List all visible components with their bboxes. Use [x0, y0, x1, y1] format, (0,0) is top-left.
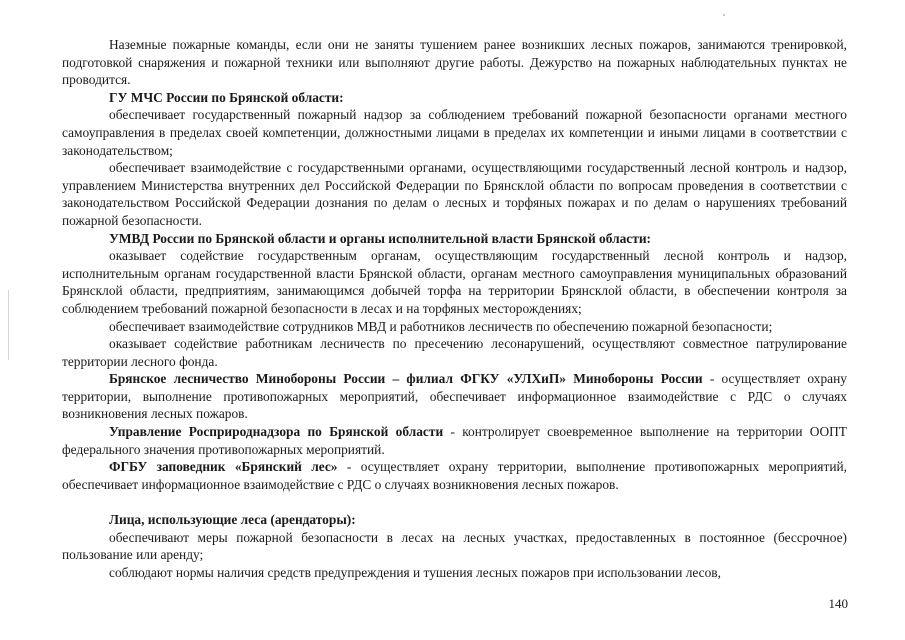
- page-number: 140: [828, 596, 848, 611]
- paragraph-forest-users-measures: обеспечивают меры пожарной безопасности в лесах на лесных участках, предоставленных в постоянное (бессрочное) пользование или аренду;: [62, 529, 847, 563]
- reserve-duties: - осуществляет охрану территории, выполнение противопожарных мероприятий, обеспечивает информационное взаимодействие с РДС о случаях возникновения лесных пожаров.: [62, 459, 847, 492]
- mod-forestry-duties: - осуществляет охрану территории, выполнение противопожарных мероприятий, обеспечивает информационное взаимодействие с РДС о случаях возникновения лесных пожаров.: [62, 371, 847, 422]
- heading-umvd: УМВД России по Брянской области и органы исполнительной власти Брянской области:: [109, 230, 651, 246]
- heading-mchs: ГУ МЧС России по Брянской области:: [109, 89, 344, 105]
- scan-speck: [723, 14, 725, 16]
- paragraph-ground-fire-teams: Наземные пожарные команды, если они не заняты тушением ранее возникших лесных пожаров, занимаются тренировкой, подготовкой снаряжения и пожарной техники или выполняют другие работы. Дежурство на пожарных наблюдательных пунктах не проводится.: [62, 37, 847, 88]
- paragraph-forest-users-norms: соблюдают нормы наличия средств предупреждения и тушения лесных пожаров при использовании лесов,: [109, 564, 721, 580]
- paragraph-umvd-assistance: оказывает содействие государственным органам, осуществляющим государственный лесной контроль и надзор, исполнительным органам государственной власти Брянской области, органам местного самоуправления муниципальных образований Брянсклой области, предприятиям, занимающимся добычей торфа на территории Брянсклой области, в обеспечении контроля за соблюдением требований пожарной безопасности в лесах и на торфяных месторождениях;: [62, 248, 847, 316]
- paragraph-reserve: [62, 458, 847, 493]
- document-body: [62, 36, 847, 581]
- paragraph-rosprirodnadzor: [62, 423, 847, 458]
- org-name-reserve: ФГБУ заповедник «Брянский лес»: [109, 459, 338, 475]
- paragraph-mchs-fire-supervision: обеспечивает государственный пожарный надзор за соблюдением требований пожарной безопасности органами местного самоуправления в пределах своей компетенции, должностными лицами в пределах их компетенции и иными лицами в соответствии с законодательством;: [62, 107, 847, 158]
- paragraph-mod-forestry: [62, 370, 847, 423]
- paragraph-umvd-patrol: оказывает содействие работникам лесничеств по пресечению лесонарушений, осуществляют совместное патрулирование территории лесного фонда.: [62, 336, 847, 369]
- org-name-mod-forestry: Брянское лесничество Минобороны России – филиал ФГКУ «УЛХиП» Минобороны России: [109, 371, 703, 387]
- scan-edge-mark: [8, 290, 9, 360]
- heading-forest-users: Лица, использующие леса (арендаторы):: [109, 512, 356, 528]
- org-name-rosprirodnadzor: Управление Росприроднадзора по Брянской области: [109, 424, 444, 440]
- rosprirodnadzor-duties: - контролирует своевременное выполнение на территории ООПТ федерального значения противопожарных мероприятий.: [62, 424, 847, 457]
- paragraph-mchs-interaction: обеспечивает взаимодействие с государственными органами, осуществляющими государственный лесной контроль и надзор, управлением Министерства внутренних дел Российской Федерации по Брянсклой области по вопросам проведения в соответствии с законодательством Российской Федерации дознания по делам о лесных и торфяных пожарах и по делам о нарушениях требований пожарной безопасности.: [62, 160, 847, 228]
- paragraph-umvd-interaction: обеспечивает взаимодействие сотрудников МВД и работников лесничеств по обеспечению пожарной безопасности;: [109, 318, 773, 334]
